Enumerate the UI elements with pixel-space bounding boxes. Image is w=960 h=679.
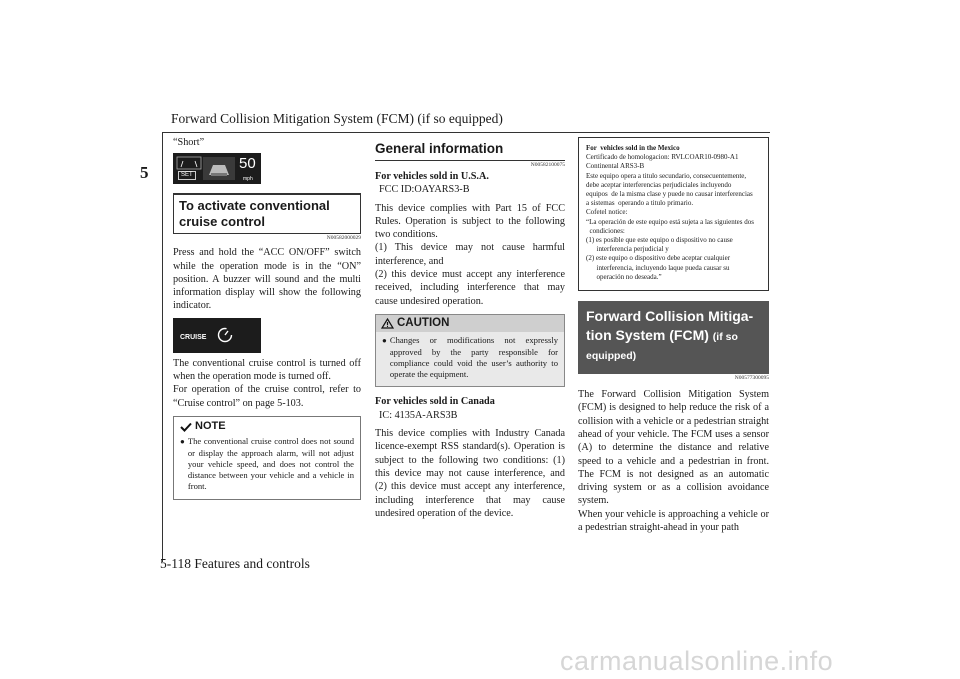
mexico-line: Este equipo opera a titulo secundario, consecuentemente, (586, 171, 747, 180)
short-label: “Short” (173, 137, 205, 148)
caution-header (376, 315, 564, 332)
watermark: carmanualsonline.info (560, 646, 834, 676)
mexico-line: (1) es posible que este equipo o dispositivo no cause (586, 236, 733, 245)
caution-text: Changes or modifications not expressly approved by the party responsible for compliance could void the user’s authority to operate the equipment. (389, 335, 558, 380)
bullet-icon: ● (180, 437, 185, 447)
mexico-line: Continental ARS3-B (586, 162, 645, 171)
activate-paragraph: Press and hold the “ACC ON/OFF” switch while the operation mode is in the “ON” position. A buzzer will sound and the multi information display will show the following indicator. (173, 247, 361, 312)
bullet-icon: ● (382, 336, 387, 346)
mexico-heading: For vehicles sold in the Mexico (586, 144, 680, 152)
section-code: N00582000029 (326, 235, 361, 242)
caution-body (376, 332, 564, 386)
warning-triangle-icon (381, 318, 394, 329)
usa-condition-2: (2) this device must accept any interference received, including interference that may cause undesired operation. (375, 269, 565, 307)
mexico-line: condiciones: (586, 226, 625, 235)
chapter-number: 5 (140, 163, 149, 182)
fcm-title-main: tion System (FCM) (586, 327, 709, 344)
fcm-title-line-2 (586, 326, 761, 347)
caution-title: CAUTION (397, 316, 450, 329)
column-right (578, 137, 769, 534)
mexico-line: (2) este equipo o dispositivo debe aceptar cualquier (586, 254, 731, 263)
column-middle (375, 141, 565, 520)
canada-heading: For vehicles sold in Canada (375, 396, 495, 408)
mexico-line: interferencia perjudicial y (586, 245, 669, 254)
speedometer-icon (215, 325, 235, 345)
section-code: N00577300095 (734, 375, 769, 382)
fcm-title-sub-1: (if so (712, 331, 738, 344)
canada-paragraph: This device complies with Industry Canada licence-exempt RSS standard(s). Operation is subject to the following two conditions: (1) this device may not cause interference, and (2) this device must accept any interference, including interference that may cause undesired operation of the device. (375, 428, 565, 519)
set-indicator: SET (178, 171, 196, 180)
mexico-notice-box (578, 137, 769, 291)
header-rule (162, 132, 770, 133)
set-speed-value: 50 (239, 155, 256, 173)
turned-off-paragraph: The conventional cruise control is turned off when the operation mode is turned off. (173, 357, 361, 383)
mexico-line: operación no deseada.” (586, 272, 662, 281)
usa-heading: For vehicles sold in U.S.A. (375, 171, 489, 182)
section-code: N00582100075 (530, 162, 565, 168)
section-title-general-information: General information (375, 141, 565, 161)
usa-condition-1: (1) This device may not cause harmful interference, and (375, 242, 565, 267)
speed-unit: mph (243, 176, 253, 183)
note-header (180, 420, 354, 433)
note-text: The conventional cruise control does not sound or display the approach alarm, will not adjust your vehicle speed, and does not control the distance between your vehicle and a vehicle in front. (187, 436, 354, 492)
page-header-title: Forward Collision Mitigation System (FCM) (if so equipped) (171, 111, 503, 126)
cruise-indicator-label: CRUISE (180, 333, 207, 341)
section-title-fcm (578, 301, 769, 374)
mexico-line: Cofetel notice: (586, 208, 628, 217)
usa-paragraph: This device complies with Part 15 of FCC Rules. Operation is subject to the following two conditions. (375, 202, 565, 241)
note-title: NOTE (195, 419, 226, 432)
mexico-line: equipos de la misma clase y puede no causar interferencias (586, 190, 753, 199)
note-check-icon (180, 422, 192, 432)
note-item (180, 436, 354, 492)
refer-paragraph: For operation of the cruise control, refer to “Cruise control” on page 5-103. (173, 384, 361, 409)
mexico-line: Certificado de homologacion: RVLCOAR10-0980-A1 (586, 153, 739, 162)
mexico-line: interferencia, incluyendo laque pueda causar su (586, 263, 730, 272)
caution-item (382, 335, 558, 380)
section-title-conventional-cruise: To activate conventional cruise control (173, 193, 361, 234)
fcm-title-sub-2: equipped) (586, 350, 637, 363)
short-display-image (173, 153, 261, 184)
fcm-paragraph-2: When your vehicle is approaching a vehicle or a pedestrian straight-ahead in your path (578, 508, 769, 534)
chapter-side-rule (162, 132, 163, 562)
caution-box (375, 314, 565, 387)
fcm-paragraph-1: The Forward Collision Mitigation System (FCM) is designed to help reduce the risk of a collision with a vehicle or a pedestrian straight ahead of your vehicle. The FCM uses a sensor (A) to determine the distance and relative speed to a vehicle and a pedestrian in front. The FCM is not designed as an automatic driving system or as a collision avoidance system. (578, 389, 769, 507)
fcm-title-line-1: Forward Collision Mitiga- (586, 308, 754, 325)
mexico-line: “La operación de este equipo está sujeta a las siguientes dos (586, 217, 754, 226)
cruise-indicator-image (173, 318, 261, 353)
fcc-id: FCC ID:OAYARS3-B (379, 184, 470, 196)
ic-id: IC: 4135A-ARS3B (379, 409, 458, 421)
column-left (173, 136, 361, 500)
mexico-line: debe aceptar interferencias perjudiciales incluyendo (586, 180, 732, 189)
page-footer: 5-118 Features and controls (160, 556, 310, 571)
note-box (173, 416, 361, 500)
mexico-line: a sistemas operando a titulo primario. (586, 199, 694, 208)
